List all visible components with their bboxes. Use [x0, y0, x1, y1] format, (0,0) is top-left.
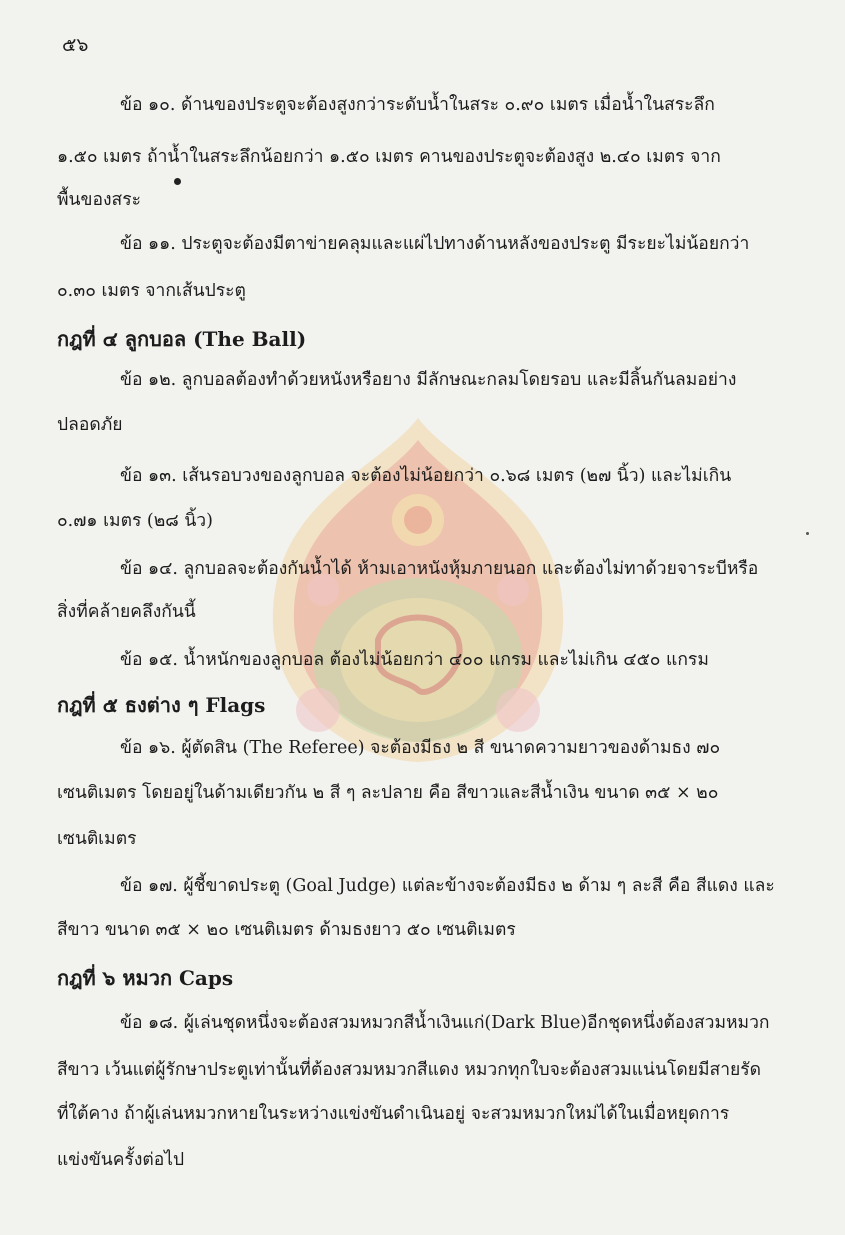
body-line: ปลอดภัย — [57, 415, 123, 435]
body-line: เซนติเมตร โดยอยู่ในด้ามเดียวกัน ๒ สี ๆ ละปลาย คือ สีขาวและสีน้ำเงิน ขนาด ๓๕ × ๒๐ — [57, 783, 719, 803]
body-line: ข้อ ๑๗. ผู้ชี้ขาดประตู (Goal Judge) แต่ละข้างจะต้องมีธง ๒ ด้าม ๆ ละสี คือ สีแดง และ — [120, 876, 775, 896]
section-heading: กฎที่ ๔ ลูกบอล (The Ball) — [57, 327, 307, 351]
ink-speck — [806, 532, 809, 535]
body-line: ข้อ ๑๔. ลูกบอลจะต้องกันน้ำได้ ห้ามเอาหนังหุ้มภายนอก และต้องไม่ทาด้วยจาระบีหรือ — [120, 559, 759, 579]
body-line: ข้อ ๑๓. เส้นรอบวงของลูกบอล จะต้องไม่น้อยกว่า ๐.๖๘ เมตร (๒๗ นิ้ว) และไม่เกิน — [120, 466, 732, 486]
page-number: ๕๖ — [62, 34, 89, 56]
body-line: พื้นของสระ — [57, 190, 141, 210]
body-line: เซนติเมตร — [57, 829, 137, 849]
body-line: ที่ใต้คาง ถ้าผู้เล่นหมวกหายในระหว่างแข่งขันดำเนินอยู่ จะสวมหมวกใหม่ได้ในเมื่อหยุดการ — [57, 1104, 730, 1124]
section-heading: กฎที่ ๕ ธงต่าง ๆ Flags — [57, 693, 266, 717]
body-line: สีขาว ขนาด ๓๕ × ๒๐ เซนติเมตร ด้ามธงยาว ๕๐ เซนติเมตร — [57, 920, 516, 940]
ink-dot — [174, 178, 181, 185]
body-line: ๐.๗๑ เมตร (๒๘ นิ้ว) — [57, 511, 213, 531]
body-line: ข้อ ๑๐. ด้านของประตูจะต้องสูงกว่าระดับน้ำในสระ ๐.๙๐ เมตร เมื่อน้ำในสระลึก — [120, 95, 715, 115]
body-line: ข้อ ๑๖. ผู้ตัดสิน (The Referee) จะต้องมีธง ๒ สี ขนาดความยาวของด้ามธง ๗๐ — [120, 738, 721, 758]
body-line: ๐.๓๐ เมตร จากเส้นประตู — [57, 281, 246, 301]
body-line: ข้อ ๑๕. น้ำหนักของลูกบอล ต้องไม่น้อยกว่า ๔๐๐ แกรม และไม่เกิน ๔๕๐ แกรม — [120, 650, 709, 670]
section-heading: กฎที่ ๖ หมวก Caps — [57, 966, 234, 990]
body-line: ๑.๕๐ เมตร ถ้าน้ำในสระลึกน้อยกว่า ๑.๕๐ เมตร คานของประตูจะต้องสูง ๒.๔๐ เมตร จาก — [57, 147, 721, 167]
body-line: สิ่งที่คล้ายคลึงกันนี้ — [57, 602, 196, 622]
body-line: สีขาว เว้นแต่ผู้รักษาประตูเท่านั้นที่ต้องสวมหมวกสีแดง หมวกทุกใบจะต้องสวมแน่นโดยมีสายรัด — [57, 1060, 762, 1080]
body-line: ข้อ ๑๑. ประตูจะต้องมีตาข่ายคลุมและแผ่ไปทางด้านหลังของประตู มีระยะไม่น้อยกว่า — [120, 234, 750, 254]
body-line: ข้อ ๑๘. ผู้เล่นชุดหนึ่งจะต้องสวมหมวกสีน้ำเงินแก่(Dark Blue)อีกชุดหนึ่งต้องสวมหมวก — [120, 1013, 770, 1033]
body-line: ข้อ ๑๒. ลูกบอลต้องทำด้วยหนังหรือยาง มีลักษณะกลมโดยรอบ และมีลิ้นกันลมอย่าง — [120, 370, 737, 390]
body-line: แข่งขันครั้งต่อไป — [57, 1150, 185, 1170]
